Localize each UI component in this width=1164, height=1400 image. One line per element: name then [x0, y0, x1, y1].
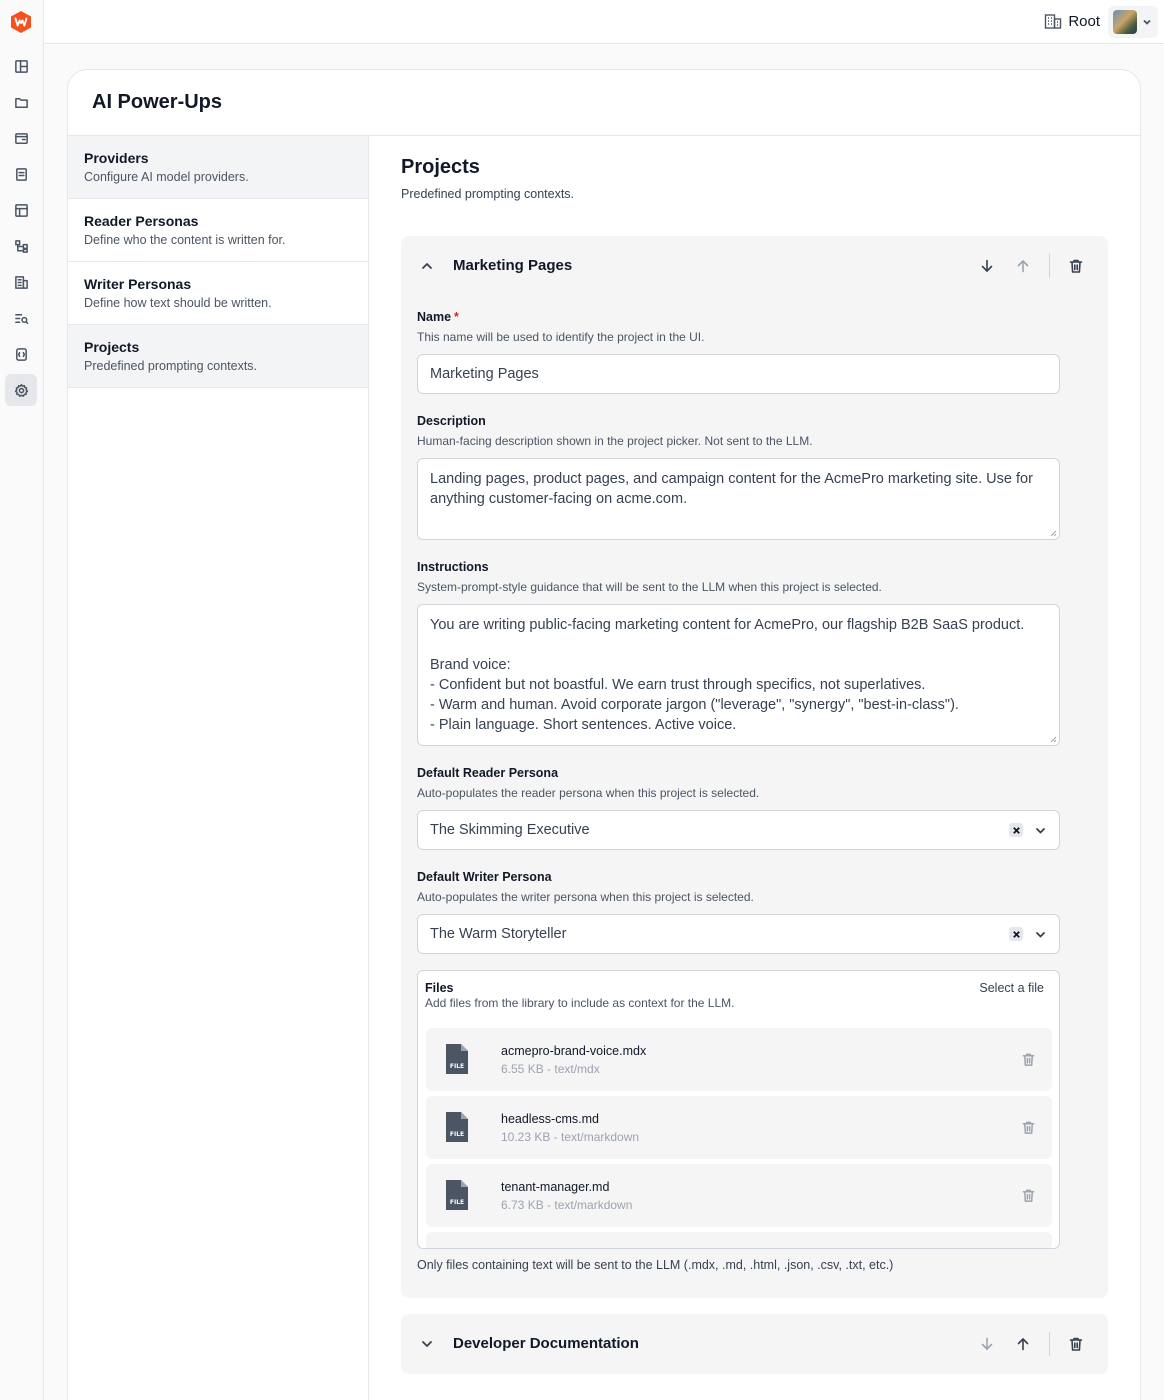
field-label-text: Name	[417, 310, 452, 324]
search-nav-button[interactable]	[5, 302, 37, 334]
clear-selection-button[interactable]	[1009, 823, 1023, 837]
resize-handle-icon[interactable]	[1049, 529, 1057, 537]
divider	[1049, 254, 1050, 278]
settings-nav-item-title: Reader Personas	[84, 213, 199, 229]
settings-nav-item-title: Writer Personas	[84, 276, 192, 292]
file-icon	[444, 1042, 470, 1076]
project-item	[401, 236, 1108, 1298]
project-header[interactable]	[401, 236, 1108, 296]
settings-nav-item-reader-personas[interactable]	[68, 199, 368, 262]
file-meta: 6.55 KB - text/mdx	[501, 1062, 600, 1076]
delete-icon[interactable]	[1068, 1336, 1084, 1352]
field-label: Instructions	[417, 560, 489, 574]
settings-nav-item-desc: Define who the content is written for.	[84, 233, 286, 247]
divider	[1049, 1332, 1050, 1356]
description-field	[417, 413, 1060, 540]
search-list-icon	[14, 311, 29, 326]
selected-value: The Skimming Executive	[430, 822, 590, 838]
workflows-nav-button[interactable]	[5, 230, 37, 262]
writer-persona-field	[417, 869, 1060, 954]
field-hint: System-prompt-style guidance that will be sent to the LLM when this project is selected.	[417, 580, 882, 594]
move-up-icon[interactable]	[1015, 258, 1031, 274]
forms-nav-button[interactable]	[5, 194, 37, 226]
settings-nav-item-providers[interactable]	[68, 136, 368, 199]
settings-nav-item-projects[interactable]	[68, 325, 368, 388]
field-label: Files	[425, 981, 454, 995]
pages-nav-button[interactable]	[5, 158, 37, 190]
field-hint: This name will be used to identify the project in the UI.	[417, 330, 705, 344]
description-textarea[interactable]	[417, 458, 1060, 540]
file-icon	[444, 1110, 470, 1144]
api-icon	[14, 347, 29, 362]
settings-nav-item-desc: Configure AI model providers.	[84, 170, 249, 184]
reader-persona-field	[417, 765, 1060, 850]
settings-nav-item-desc: Predefined prompting contexts.	[84, 359, 258, 373]
settings-nav-item-title: Providers	[84, 150, 149, 166]
hierarchy-icon	[14, 239, 29, 254]
move-down-icon[interactable]	[979, 258, 995, 274]
description-text: Landing pages, product pages, and campaign content for the AcmePro marketing site. Use for anything customer-facing on acme.com.	[430, 471, 1037, 507]
field-label	[417, 309, 1060, 325]
reader-persona-select[interactable]	[417, 810, 1060, 850]
file-item	[426, 1096, 1052, 1159]
settings-nav-item-writer-personas[interactable]	[68, 262, 368, 325]
instructions-field	[417, 559, 1060, 746]
section-subtitle: Predefined prompting contexts.	[401, 187, 575, 201]
settings-nav	[68, 136, 369, 1400]
file-item	[426, 1028, 1052, 1091]
file-icon	[444, 1178, 470, 1212]
settings-nav-item-desc: Define how text should be written.	[84, 296, 272, 310]
files-note: Only files containing text will be sent to the LLM (.mdx, .md, .html, .json, .csv, .txt, etc.)	[417, 1258, 894, 1272]
cms-nav-button[interactable]	[5, 122, 37, 154]
file-item	[426, 1164, 1052, 1227]
project-header[interactable]	[401, 1314, 1108, 1374]
chevron-down-icon[interactable]	[420, 1337, 434, 1351]
required-marker: *	[454, 310, 459, 324]
close-icon	[1012, 930, 1021, 939]
field-label: Default Reader Persona	[417, 766, 559, 780]
file-manager-nav-button[interactable]	[5, 86, 37, 118]
selected-value: The Warm Storyteller	[430, 926, 567, 942]
file-name: tenant-manager.md	[501, 1180, 610, 1194]
delete-icon[interactable]	[1021, 1120, 1036, 1135]
tenants-nav-button[interactable]	[5, 266, 37, 298]
instructions-textarea[interactable]	[417, 604, 1060, 746]
chevron-down-icon	[1035, 825, 1046, 836]
top-bar	[44, 0, 1164, 44]
svg-text:FILE: FILE	[449, 1199, 465, 1206]
field-label: Default Writer Persona	[417, 870, 552, 884]
settings-nav-item-title: Projects	[84, 339, 140, 355]
app-sidebar	[0, 0, 44, 1400]
user-menu-button[interactable]	[1108, 6, 1158, 38]
svg-text:FILE: FILE	[449, 1131, 465, 1138]
building-icon	[1044, 12, 1062, 30]
project-name: Marketing Pages	[453, 257, 573, 274]
building-icon	[14, 275, 29, 290]
page-title: AI Power-Ups	[92, 91, 223, 113]
close-icon	[1012, 826, 1021, 835]
field-hint: Auto-populates the writer persona when this project is selected.	[417, 890, 754, 904]
name-input[interactable]: Marketing Pages	[417, 354, 1060, 394]
file-meta: 10.23 KB - text/markdown	[501, 1130, 640, 1144]
select-file-button[interactable]: Select a file	[979, 981, 1044, 995]
section-title: Projects	[401, 156, 480, 178]
clear-selection-button[interactable]	[1009, 927, 1023, 941]
chevron-down-icon	[1035, 929, 1046, 940]
resize-handle-icon[interactable]	[1049, 735, 1057, 743]
folder-icon	[14, 95, 29, 110]
file-name: headless-cms.md	[501, 1112, 599, 1126]
settings-nav-button[interactable]	[5, 374, 37, 406]
svg-text:FILE: FILE	[449, 1063, 465, 1070]
file-item-partial	[426, 1232, 1052, 1249]
delete-icon[interactable]	[1068, 258, 1084, 274]
app-logo-icon[interactable]	[9, 10, 33, 34]
delete-icon[interactable]	[1021, 1052, 1036, 1067]
field-hint: Human-facing description shown in the project picker. Not sent to the LLM.	[417, 434, 813, 448]
browser-icon	[14, 131, 29, 146]
dashboard-nav-button[interactable]	[5, 50, 37, 82]
gear-icon	[14, 383, 29, 398]
chevron-up-icon[interactable]	[420, 259, 434, 273]
writer-persona-select[interactable]	[417, 914, 1060, 954]
table-icon	[14, 203, 29, 218]
chevron-down-icon	[1142, 17, 1152, 27]
files-field	[417, 970, 1060, 1249]
ai-power-ups-card	[67, 69, 1141, 1400]
layout-icon	[14, 59, 29, 74]
delete-icon[interactable]	[1021, 1188, 1036, 1203]
api-nav-button[interactable]	[5, 338, 37, 370]
field-label: Description	[417, 414, 486, 428]
instructions-text: You are writing public-facing marketing content for AcmePro, our flagship B2B SaaS product. Brand voice: - Confident but not boastful. We earn trust through specifics, not superlatives. - Warm and human. Avoid corporate jargon ("leverage", "synergy", "best-in-class"). - Plain language. Short sentences. Active voice.	[430, 617, 1025, 733]
file-name: acmepro-brand-voice.mdx	[501, 1044, 647, 1058]
tenant-label: Root	[1068, 12, 1100, 30]
tenant-selector[interactable]	[1044, 12, 1100, 30]
field-hint: Add files from the library to include as context for the LLM.	[425, 996, 735, 1010]
avatar	[1113, 10, 1137, 34]
move-down-icon[interactable]	[979, 1336, 995, 1352]
move-up-icon[interactable]	[1015, 1336, 1031, 1352]
file-meta: 6.73 KB - text/markdown	[501, 1198, 633, 1212]
project-name: Developer Documentation	[453, 1335, 639, 1352]
document-icon	[14, 167, 29, 182]
project-item	[401, 1314, 1108, 1374]
name-field	[417, 309, 1060, 394]
field-hint: Auto-populates the reader persona when this project is selected.	[417, 786, 760, 800]
